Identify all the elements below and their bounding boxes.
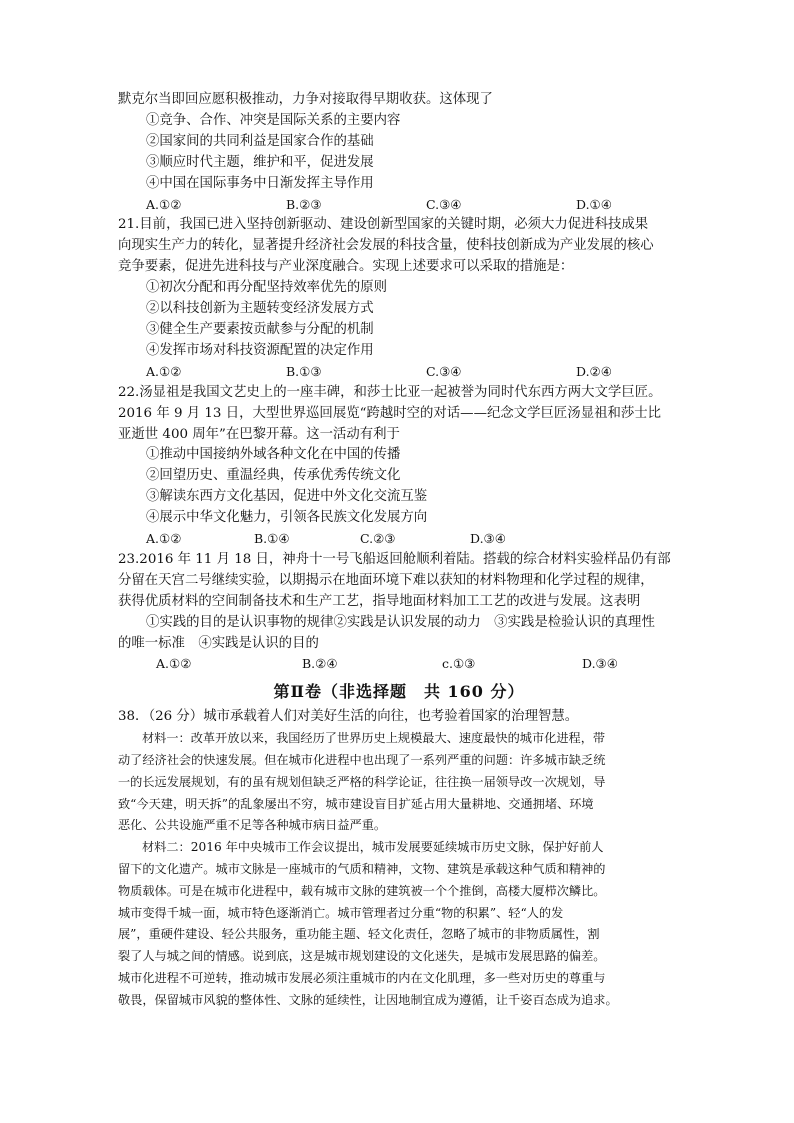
- q21-item: ①初次分配和再分配坚持效率优先的原则: [146, 280, 388, 296]
- q21-options: [118, 362, 680, 383]
- q20-item: ③顺应时代主题，维护和平，促进发展: [146, 154, 374, 170]
- q23-option-c: c.①③: [442, 656, 476, 672]
- material-line: 城市化进程不可逆转，推动城市发展必须注重城市的内在文化肌理，多一些对历史的尊重与: [118, 971, 606, 986]
- material-line: 留下的文化遗产。城市文脉是一座城市的气质和精神，文物、建筑是承载这种气质和精神的: [118, 862, 606, 877]
- material-line: 恶化、公共设施严重不足等各种城市病日益严重。: [118, 818, 387, 833]
- q22-item: ③解读东西方文化基因，促进中外文化交流互鉴: [146, 489, 428, 505]
- material-line: 城市变得千城一面，城市特色逐渐消亡。城市管理者过分重“物的积累”、轻“人的发: [118, 905, 564, 920]
- q38-material-one: [118, 728, 680, 837]
- q22-stem-line: 亚逝世 400 周年”在巴黎开幕。这一活动有利于: [118, 426, 400, 442]
- q22-stem-line: 22.汤显祖是我国文艺史上的一座丰碑，和莎士比亚一起被誉为同时代东西方两大文学巨匠。: [118, 384, 662, 400]
- q22-option-b: B.①④: [254, 531, 290, 547]
- q21-option-b: B.①③: [286, 363, 322, 379]
- q38-material-two: [118, 837, 680, 1011]
- material-line: 动了经济社会的快速发展。但在城市化进程中也出现了一系列严重的问题：许多城市缺乏统: [118, 753, 606, 768]
- q20-stem-continuation: 默克尔当即回应愿积极推动，力争对接取得早期收获。这体现了: [118, 92, 493, 107]
- q23-stem-line: 23.2016 年 11 月 18 日，神舟十一号飞船返回舱顺利着陆。搭载的综合材料实验样品仍有部: [118, 551, 671, 567]
- q20-item: ②国家间的共同利益是国家合作的基础: [146, 133, 374, 149]
- q21-option-c: C.③④: [426, 363, 462, 379]
- q23-item-line: ①实践的目的是认识事物的规律②实践是认识发展的动力 ③实践是检验认识的真理性: [146, 614, 655, 630]
- q22-option-d: D.③④: [470, 531, 506, 547]
- material-line: 物质载体。可是在城市化进程中，载有城市文脉的建筑被一个个推倒，高楼大厦栉次鳞比。: [118, 883, 606, 898]
- q21-option-a: A.①②: [146, 363, 182, 379]
- q23-stem-line: 获得优质材料的空间制备技术和生产工艺，指导地面材料加工工艺的改进与发展。这表明: [118, 593, 641, 609]
- q23-options: [118, 654, 680, 675]
- q20-option-a: A.①②: [146, 196, 182, 212]
- q21-item: ④发挥市场对科技资源配置的决定作用: [146, 342, 374, 358]
- q23-option-b: B.②④: [302, 656, 338, 672]
- section-title: 第Ⅱ卷（非选择题 共 160 分）: [273, 682, 525, 702]
- q20-options: [118, 195, 680, 216]
- q22-stem-line: 2016 年 9 月 13 日，大型世界巡回展览“跨越时空的对话——纪念文学巨匠汤显祖和莎士比: [118, 405, 662, 421]
- q23-stem-line: 分留在天宫二号继续实验，以期揭示在地面环境下难以获知的材料物理和化学过程的规律，: [118, 572, 654, 588]
- q21-option-d: D.②④: [576, 363, 612, 379]
- q21-stem-line: 21.目前，我国已进入坚持创新驱动、建设创新型国家的关键时期，必须大力促进科技成果: [118, 217, 649, 233]
- material-line: 一的长远发展规划，有的虽有规划但缺乏严格的科学论证，往往换一届领导改一次规划，导: [118, 774, 606, 789]
- material-line: 裂了人与城之间的情感。说到底，这是城市规划建设的文化迷失，是城市发展思路的偏差。: [118, 949, 606, 964]
- q22-item: ②回望历史、重温经典，传承优秀传统文化: [146, 468, 401, 484]
- q23-option-a: A.①②: [156, 656, 192, 672]
- q22-option-c: C.②③: [360, 531, 396, 547]
- material-line: 敬畏，保留城市风貌的整体性、文脉的延续性，让因地制宜成为遵循，让千姿百态成为追求。: [118, 992, 618, 1007]
- q20-item: ④中国在国际事务中日渐发挥主导作用: [146, 175, 374, 191]
- q23-item-line: 的唯一标准 ④实践是认识的目的: [118, 635, 319, 651]
- material-line: 材料一：改革开放以来，我国经历了世界历史上规模最大、速度最快的城市化进程，带: [142, 731, 606, 746]
- q22-item: ④展示中华文化魅力，引领各民族文化发展方向: [146, 510, 428, 526]
- q20-option-b: B.②③: [286, 196, 322, 212]
- q38-stem: 38．（26 分）城市承载着人们对美好生活的向往，也考验着国家的治理智慧。: [118, 709, 579, 725]
- q23-option-d: D.③④: [582, 656, 618, 672]
- material-line: 材料二：2016 年中央城市工作会议提出，城市发展要延续城市历史文脉，保护好前人: [142, 840, 604, 855]
- material-line: 致“今天建，明天拆”的乱象屡出不穷，城市建设盲目扩延占用大量耕地、交通拥堵、环境: [118, 796, 594, 811]
- q22-options: [118, 529, 680, 550]
- q20-option-d: D.①④: [576, 196, 612, 212]
- material-line: 展”，重硬件建设、轻公共服务，重功能主题、轻文化责任，忽略了城市的非物质属性，割: [118, 927, 600, 942]
- q21-stem-line: 竞争要素，促进先进科技与产业深度融合。实现上述要求可以采取的措施是：: [118, 259, 574, 275]
- q22-option-a: A.①②: [146, 531, 182, 547]
- q21-item: ③健全生产要素按贡献参与分配的机制: [146, 321, 374, 337]
- q21-item: ②以科技创新为主题转变经济发展方式: [146, 301, 374, 317]
- q20-option-c: C.③④: [426, 196, 462, 212]
- q22-item: ①推动中国接纳外域各种文化在中国的传播: [146, 447, 401, 463]
- q21-stem-line: 向现实生产力的转化，显著提升经济社会发展的科技含量，使科技创新成为产业发展的核心: [118, 238, 654, 254]
- exam-page: [118, 90, 680, 1012]
- q20-item: ①竞争、合作、冲突是国际关系的主要内容: [146, 112, 401, 128]
